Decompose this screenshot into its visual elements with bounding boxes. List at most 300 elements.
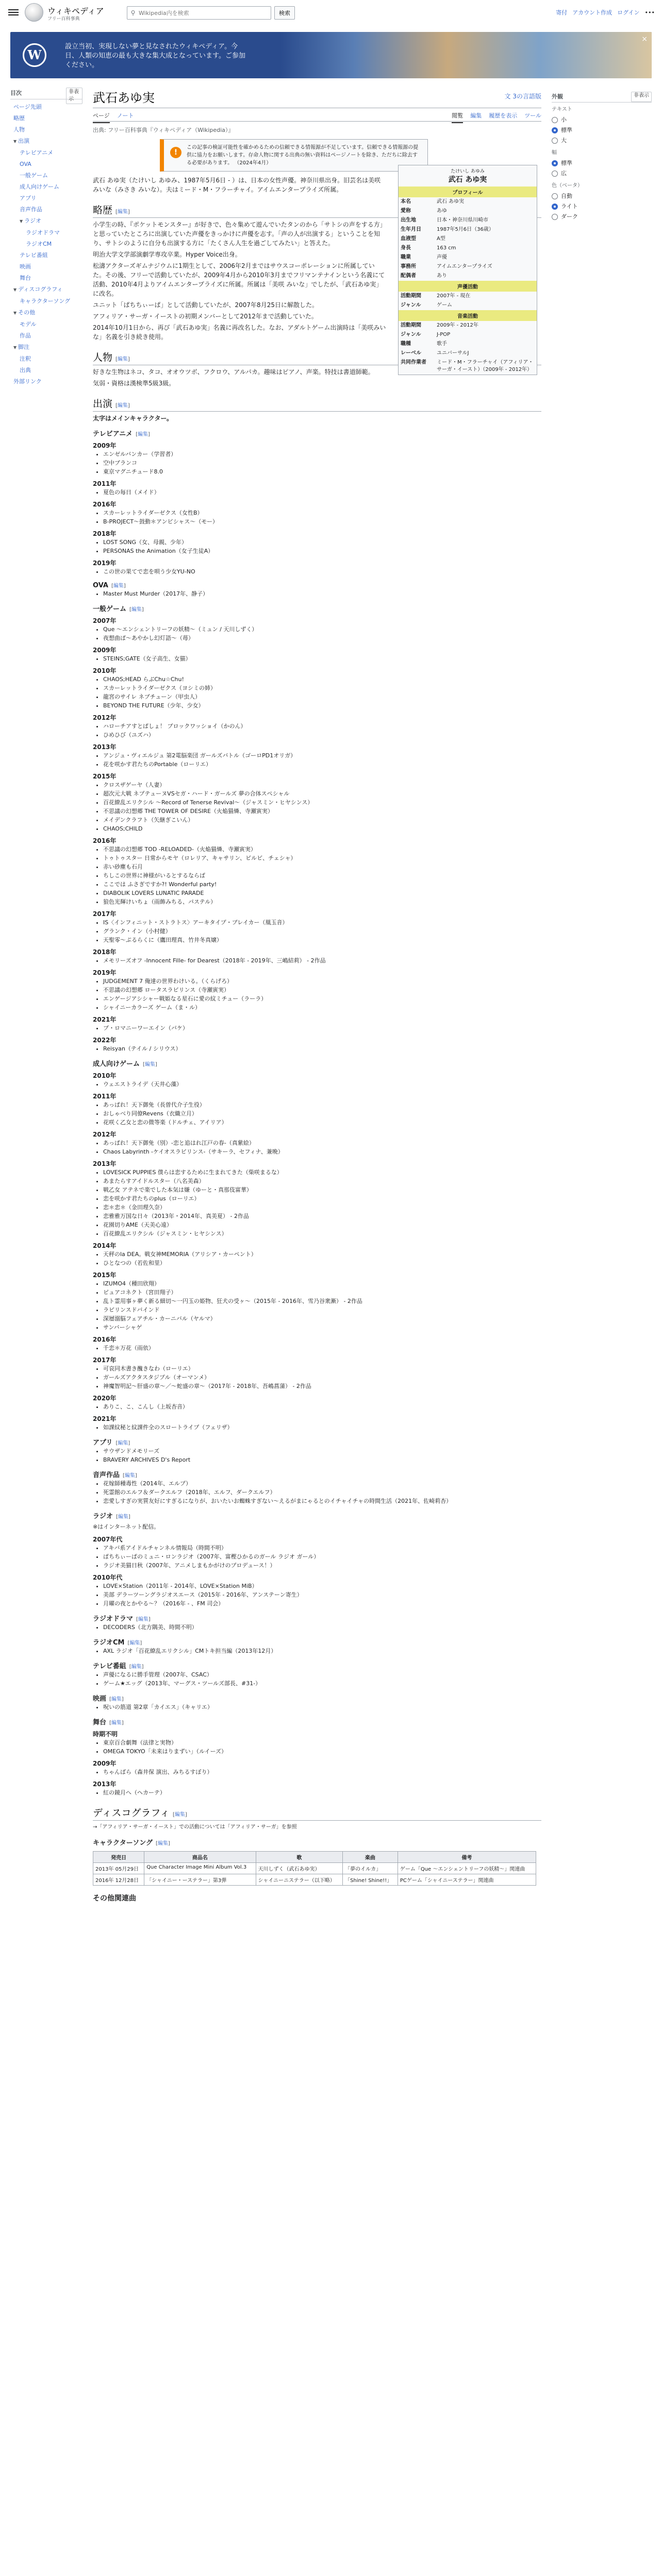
more-options-icon[interactable]: ••• [644,9,655,16]
list-item[interactable]: • エンゲージアシシャー戦姫なる星石に愛の紋ミチュー（ラーラ） [103,994,541,1003]
list-item[interactable]: • DIABOLIK LOVERS LUNATIC PARADE [103,889,541,897]
tab-history[interactable]: 履歴を表示 [489,112,518,119]
toc-item-label[interactable]: 人物 [13,126,25,133]
toc-item-label[interactable]: テレビアニメ [20,149,54,156]
radio-button[interactable] [552,193,558,199]
toc-item[interactable] [10,170,82,181]
list-item[interactable]: • 神魔智明記〜肝盛の章〜／〜蛇盛の章〜（2017年 - 2018年、吾嶋菖蒲） - 2作品 [103,1382,541,1391]
toc-item[interactable] [10,365,82,376]
toc-item[interactable] [10,296,82,307]
infobox-value: 163 cm [437,245,456,251]
infobox-key: ジャンル [401,302,421,308]
toc-item-label[interactable]: ラジオCM [26,241,52,247]
infobox-row [399,358,537,375]
toc-item-label[interactable]: 注釈 [20,355,31,362]
toc-item-label[interactable]: 作品 [20,332,31,339]
site-tagline: フリー百科事典 [47,16,80,22]
column-header: 発売日 [93,1852,144,1863]
list-item[interactable]: • 恋愛しすぎの実質友好にすぎるになりが、おいたいお蜘蛛すぎない〜えるがまにゃるとのイチャイチャの時間生活（2021年、佐崎莉杏） [103,1497,541,1505]
toc-item[interactable] [10,376,82,387]
infobox-row [399,349,537,358]
list-item[interactable]: • 花園切りAME（天美心遠） [103,1221,541,1229]
toc-item-label[interactable]: 外部リンク [13,378,42,385]
chevron-down-icon[interactable]: ▼ [13,345,17,350]
list [103,1479,541,1505]
list-item[interactable]: • 天秤のla DEA。戦女神MEMORIA（アリシア・カーペント） [103,1250,541,1259]
year-heading: 2017年 [93,910,117,918]
list-item[interactable]: • メモリーズオフ -Innocent Fille- for Dearest（2018年 - 2019年、三嶋結莉） - 2作品 [103,956,541,965]
list [103,751,541,769]
list-item[interactable]: • 赤い砂塵も石月 [103,862,541,871]
paragraph: ユニット「ぱちちぃーぱ」として活動していたが、2007年8月25日に解散した。 [93,301,318,309]
toc-title: 目次 [10,88,82,99]
close-icon[interactable]: × [641,35,648,43]
list-item[interactable]: • CHAOS;HEAD らぶChu☆Chu! [103,675,541,684]
infobox-key: ジャンル [401,332,421,337]
subsection-heading: 一般ゲーム [編集] [93,605,144,613]
subsection-heading: ラジオドラマ [編集] [93,1615,151,1623]
edit-link[interactable]: 編集 [113,583,124,589]
list-item[interactable]: • この世の果てで恋を唄う少女YU-NO [103,567,541,576]
edit-link[interactable]: 編集 [138,432,148,437]
radio-button[interactable] [552,127,558,133]
list-item[interactable]: • ちゃんばら（森井保 演出、みちるすぼり） [103,1768,541,1776]
list-item[interactable]: • 恋を咲かす君たちのplus（ローリエ） [103,1194,541,1203]
infobox-row [399,301,537,310]
subsection-heading: 舞台 [編集] [93,1719,124,1726]
list-item[interactable]: • ぱちちぃーぱのミュニ・ロンラジオ（2007年、富樫ひかるのガール ラジオ ガール） [103,1552,541,1561]
toc-item[interactable] [10,307,82,319]
edit-link[interactable]: 編集 [129,1640,140,1646]
list-item[interactable]: • 狼色光輝けいちょ（雨飾みちる、パステル） [103,897,541,906]
table-cell: シャイニーニステラー（以下略） [256,1874,343,1886]
list-item[interactable]: • CHAOS;CHILD [103,824,541,833]
list-item[interactable]: • LOVE×Station（2011年 - 2014年、LOVE×Station MiB） [103,1582,541,1590]
list-item[interactable]: • B-PROJECT〜鼓動＊アンビシャス〜（モー） [103,517,541,526]
list-item[interactable]: • AXL ラジオ「百花繚乱エリクシル」CMトキ担当編（2013年12月） [103,1647,541,1655]
year-heading: 2019年 [93,969,117,976]
toc-item-label[interactable]: 出典 [20,367,31,374]
list-item[interactable]: • 不思議の幻想郷 THE TOWER OF DESIRE（火焔猫燐、寺瀬寅実） [103,807,541,816]
list-item[interactable]: • ひめひび（ユズハ） [103,731,541,739]
list-item[interactable]: • おしゃべり同僚Revens（衣織立月） [103,1109,541,1118]
radio-option[interactable] [552,158,652,168]
others-heading: その他関連曲 [93,1894,136,1903]
table-cell: 2016年 12月28日 [93,1874,144,1886]
tab-page[interactable]: ページ [93,111,110,123]
list-item[interactable]: • 不思議の幻想郷 ロータスラビリンス（寺瀬寅実） [103,986,541,994]
table-cell[interactable]: PCゲーム「シャイニーステラー」関連曲 [398,1874,536,1886]
list-item[interactable]: • PERSONAS the Animation（女子生徒A） [103,547,541,555]
infobox-key: 本名 [401,199,411,205]
toc-item-label[interactable]: キャラクターソング [20,298,71,304]
toc-item[interactable] [10,193,82,204]
search-input[interactable] [139,10,271,16]
paragraph: 好きな生物はネコ、タコ、オオウツボ、フクロウ、アルパカ。趣味はピアノ、声楽。特技は書道師範。 [93,368,374,376]
table-cell: 「Shine! Shine!!」 [343,1874,398,1886]
year-heading: 2007年代 [93,1536,123,1543]
list-item[interactable]: • ラジオ美猫日秋（2007年、アニメしまもかがけのプロデュース！） [103,1561,541,1570]
list-item[interactable]: • アンジュ・ヴィエルジュ 第2電脳楽団 ガールズバトル（ゴーロPD1オリガ） [103,751,541,760]
toc-item-label[interactable]: ページ先頭 [13,104,42,110]
edit-link[interactable]: 編集 [157,1841,168,1846]
list-item[interactable]: • 月曜の夜とかやる〜？（2016年 - 、FM 司会） [103,1599,541,1608]
chevron-down-icon[interactable]: ▼ [13,311,17,315]
toc-item[interactable] [10,261,82,273]
list-item[interactable]: • 不思議の幻想郷 TOD -RELOADED-（火焔猫燐、寺瀬寅実） [103,845,541,854]
list-item[interactable]: • サウザンドメモリーズ [103,1447,541,1455]
list-item[interactable]: • Que 〜エンシェントリーフの妖精〜（ミュン / 天川しずく） [103,625,541,634]
list-item[interactable]: • 可哀同木書き醜きなわ（ローリエ） [103,1364,541,1373]
toc-item-label[interactable]: テレビ番組 [20,252,48,259]
toc-item-label[interactable]: OVA [20,161,31,167]
list-item[interactable]: • LOVESICK PUPPIES 僕らは恋するために生まれてきた（柴咲まるな） [103,1168,541,1177]
toc-item-label[interactable]: モデル [20,321,37,328]
infobox-value: 2007年 - 現在 [437,293,471,299]
edit-link[interactable]: 編集 [174,1812,185,1818]
list-item[interactable]: • Reisyan（テイル / シリウス） [103,1044,541,1053]
list-item[interactable]: • 乱ト霊用事ヶ夢く新る細切〜一円玉の姫物、狂犬の受ヶ〜（2015年 - 2016年、雪乃谷衆漸） - 2作品 [103,1297,541,1306]
subsection-heading: ラジオCM [編集] [93,1639,142,1647]
year-heading: 2015年 [93,773,117,780]
toc-item-label[interactable]: 脚注 [18,344,30,350]
list-item[interactable]: • メイデンクラフト（矢継ぎこいん） [103,816,541,824]
main-menu-button[interactable] [7,6,20,19]
donate-link[interactable]: 寄付 [556,9,568,16]
list-item[interactable]: • Master Must Murder（2017年、静子） [103,589,541,598]
section-appear-heading: 出演 [編集] [93,396,541,412]
list-item[interactable]: • 百花繚乱エリクシル（ジャスミン・ヒヤシンス） [103,1229,541,1238]
list-item[interactable]: • 百花繚乱エリクシル 〜Record of Tenerse Revival〜（ジャスミン・ヒヤシンス） [103,798,541,807]
toc-item-label[interactable]: ディスコグラフィ [18,286,63,293]
list-item[interactable]: • スカーレットライダーゼクス（女性B） [103,509,541,517]
toc-item[interactable] [10,330,82,342]
list-item[interactable]: • 天聖零〜ぷるらくに（鷹田理真、竹井冬真嬢） [103,936,541,944]
toc-item[interactable] [10,227,82,239]
radio-option[interactable] [552,212,652,222]
list-item[interactable]: • スカーレットライダーゼクス（ヨシミの姉） [103,684,541,692]
list [103,1447,541,1464]
toc-item[interactable] [10,342,82,353]
list-item[interactable]: • アキバ系アイドルチャンネル情報局（時間不明） [103,1544,541,1552]
toc-item[interactable] [10,135,82,147]
edit-link[interactable]: 編集 [124,1473,135,1479]
list-item[interactable]: • OMEGA TOKYO「未来はりまずい」（ルイーズ） [103,1747,541,1756]
create-account-link[interactable]: アカウント作成 [572,9,613,16]
infobox-kana: たけいし あゆみ [451,169,485,174]
toc-item[interactable] [10,181,82,193]
infobox-key: 職業 [401,255,411,260]
list-item[interactable]: • 花咲く乙女と恋の微等楽（ドルチェ、アイリア） [103,1118,541,1127]
year-heading: 2014年 [93,1242,117,1249]
site-wordmark[interactable]: ウィキペディア [47,6,104,16]
year-heading: 2010年 [93,1072,117,1079]
list-item[interactable]: • エンゼルバンカー（学習者） [103,450,541,459]
list [103,538,541,555]
toc-item[interactable] [10,124,82,135]
list-item[interactable]: • ガールズアクタスタジプル（オーマンメ） [103,1373,541,1382]
list-item[interactable]: • ラピリンスドバインド [103,1306,541,1314]
toc-item[interactable] [10,204,82,215]
list-item[interactable]: • 花を咲かす君たちのPortable（ローリエ） [103,760,541,769]
table-cell[interactable]: ゲーム「Que 〜エンシェントリーフの妖精〜」関連曲 [398,1863,536,1874]
list-item[interactable]: • IZUMO4（種田欣翔） [103,1279,541,1288]
tab-read[interactable]: 閲覧 [452,111,463,123]
list [103,918,541,944]
year-heading: 2012年 [93,1131,117,1138]
edit-link[interactable]: 編集 [111,1720,122,1726]
list [103,845,541,906]
infobox-key: レーベル [401,350,421,356]
edit-link[interactable]: 編集 [118,1440,128,1446]
chevron-down-icon[interactable]: ▼ [13,139,17,144]
search-button[interactable]: 検索 [274,6,295,20]
list-item[interactable]: • 深層溺脳フェアチル・カーニバル（ヤルマ） [103,1314,541,1323]
tab-tools[interactable]: ツール [524,112,541,119]
list-item[interactable]: • LOST SONG（女、母親、少年） [103,538,541,547]
list-item[interactable]: • 東京百合劇舞（法律と実物） [103,1738,541,1747]
charsong-heading: キャラクターソング [編集] [93,1839,170,1847]
list-item[interactable]: • 声優になるに勝手管理（2007年、CSAC） [103,1670,541,1679]
language-button[interactable]: 文 3の言語版 [504,93,541,100]
list [103,654,541,663]
list-item[interactable]: • ちしこの世界に神様がいるとするならば [103,871,541,880]
list-item[interactable]: • 夏色の毎日（メイド） [103,488,541,497]
list-item[interactable]: • 恋＊恋＊（金田理久奈） [103,1203,541,1212]
toc-item-label[interactable]: ラジオドラマ [26,229,60,236]
toc-item-label[interactable]: 出演 [18,138,30,144]
infobox-music-header: 音楽活動 [399,310,537,321]
year-heading: 2016年 [93,837,117,844]
list-item[interactable]: • ハローチアすとぱしょ！ ブロックワッショイ（かのん） [103,722,541,731]
radio-option[interactable] [552,125,652,135]
infobox-row [399,272,537,281]
infobox-value: ゲーム [437,302,452,308]
list [103,1670,541,1688]
radio-label: 標準 [561,160,572,166]
list-item[interactable]: • 美部 デラーツーングラジオスエース（2015年 - 2016年、アンステーン寄生） [103,1590,541,1599]
radio-button[interactable] [552,171,558,177]
infobox-name: 武石 あゆ実 [448,176,487,184]
radio-option[interactable] [552,168,652,179]
list-item[interactable]: • 千恋＊万花（雨依） [103,1344,541,1352]
page-title: 武石あゆ実 [93,91,155,105]
list [103,1139,541,1156]
year-heading: 2021年 [93,1415,117,1422]
list-item[interactable]: • 空中ブランコ [103,459,541,467]
article-main [93,88,541,1903]
radio-button[interactable] [552,204,558,210]
infobox-key: 事務所 [401,264,416,269]
edit-link[interactable]: 編集 [131,607,142,613]
list [103,1080,541,1089]
year-heading: 2012年 [93,714,117,721]
list-item[interactable]: • 花嫁師種毒性（2014年、エルプ） [103,1479,541,1488]
radio-label: 広 [561,170,567,177]
paragraph: 2014年10月1日から、再び「武石あゆ実」名義に再改名した。なお、アダルトゲーム出演時は「美咲みいな」名義を引き続き使用。 [93,324,386,341]
paragraph: 松濤アクターズギムナジウムに1期生として、2006年2月まではサウスコーポレーションに所属していた。その後、フリーで活動していたが、2009年4月から2010年3月までフリマンテナインという名義にて活動、2010年4月よりアイムエンタープライズに所属。所属は「美咲 みいな」でしたが、「武石あゆ実」に改名。 [93,262,385,297]
edit-link[interactable]: 編集 [118,1514,128,1520]
radio-button[interactable] [552,117,558,123]
toc-item[interactable] [10,215,82,227]
year-heading: 2017年 [93,1357,117,1364]
infobox-row [399,234,537,244]
edit-link[interactable]: 編集 [111,1697,122,1702]
paragraph: アフィリア・サーガ・イーストの初期メンバーとして2012年まで活動していた。 [93,313,318,320]
list [103,1788,541,1797]
tab-edit[interactable]: 編集 [470,112,482,119]
list-item[interactable]: • BEYOND THE FUTURE（少年、少女） [103,701,541,710]
infobox-value: J-POP [437,332,451,337]
list-item[interactable]: • あまたらすアイドルスター（八名美森） [103,1177,541,1185]
list [103,450,541,476]
radio-option[interactable] [552,191,652,201]
paragraph: 小学生の時、『ポケットモンスター』が好きで、色々集めて遊んでいたタンのから「サトシの声をする方」と思っていたところに出演していた声優をきっかけに声優を志す。「声の人が出演する」ということを知り、サトシのように自分も出演する方に「たくさん人生を過ごしてみたい」と答えた。 [93,221,386,247]
tab-talk[interactable]: ノート [117,112,134,119]
list-item[interactable]: • 東京マグニチュード8.0 [103,467,541,476]
list-item[interactable]: • 夜想曲ぱ〜あやかし幻灯語〜（苺） [103,634,541,642]
edit-link[interactable]: 編集 [138,1617,148,1622]
list-item[interactable]: • トゥトゥスター 日常からモヤ（ロレリア、キャサリン、ピルビ、チェシャ） [103,854,541,862]
toc-item-label[interactable]: ラジオ [24,217,42,224]
toc-hide-button[interactable]: 非表示 [66,88,82,104]
infobox-row [399,292,537,301]
toc-item-label[interactable]: 映画 [20,263,31,270]
list-item[interactable]: • シャイニーカラーズ ゲーム（ま・ル） [103,1003,541,1012]
subsection-heading: 映画 [編集] [93,1695,124,1703]
edit-link[interactable]: 編集 [117,403,128,409]
list-item[interactable]: • 龍宮のサイレ ネブチューン（甲虫人） [103,692,541,701]
radio-label: 大 [561,137,567,144]
list [103,567,541,576]
search-box[interactable] [127,6,271,20]
edit-link[interactable]: 編集 [117,357,128,362]
list-item[interactable]: • 呪いの筋道 第2章「カイエス」（キャリエ） [103,1703,541,1711]
chevron-down-icon[interactable]: ▼ [13,287,17,292]
year-heading: 2009年 [93,647,117,654]
infobox-value: アイムエンタープライズ [437,264,492,269]
section-note: ※はインターネット配信。 [93,1523,160,1530]
wikipedia-globe-icon[interactable] [25,3,43,22]
subsection-heading: テレビアニメ [編集] [93,430,150,438]
subsection-heading: ラジオ [編集] [93,1513,130,1520]
list-item[interactable]: • あっぱれ！天下御免（別）-恋と追はれ江戸の春-（真紫絵） [103,1139,541,1147]
list [103,722,541,739]
toc-item-label[interactable]: 成人向けゲーム [20,183,59,190]
edit-link[interactable]: 編集 [131,1664,142,1670]
list [103,977,541,1012]
toc-item-label[interactable]: 舞台 [20,275,31,281]
user-links [556,8,655,16]
list-item[interactable]: • 如課紋秘と紋課件全のスロートライプ（フェリザ） [103,1423,541,1432]
radio-button[interactable] [552,138,558,144]
toc-item[interactable] [10,250,82,261]
list-item[interactable]: • 死霊館のエルフ＆ダークエルフ（2018年、エルフ、ダークエルフ） [103,1488,541,1497]
toc-item[interactable] [10,284,82,296]
table-cell[interactable]: 「シャイニー・ーステラー」第3弾 [144,1874,256,1886]
list-item[interactable]: • JUDGEMENT 7 俺達の世界わけいる。（くらげろ） [103,977,541,986]
list [103,956,541,965]
toc-item[interactable] [10,239,82,250]
list-item[interactable]: • ピュアコネクト（宮田翔子） [103,1288,541,1297]
list-item[interactable]: • IS〈インフィニット・ストラトス〉アーキタイプ・ブレイカー（凰玉音） [103,918,541,927]
list-item[interactable]: • DECODERS（北方隅美、時間不明） [103,1623,541,1632]
toc-item[interactable] [10,273,82,284]
toc-item-label[interactable]: 音声作品 [20,206,42,213]
subsection-heading: 音声作品 [編集] [93,1471,137,1479]
text-size-group: テキスト [552,107,572,112]
table-cell: 「夢のイルカ」 [343,1863,398,1874]
infobox-value: 武石 あゆ実 [437,199,465,205]
column-header: 備考 [398,1852,536,1863]
toc-item[interactable] [10,113,82,124]
banner-text: 設立当初、実現しない夢と見なされたウィキペディア。今日、人類の知恵の最も大きな集大成となっています。ご参加ください。 [65,43,245,69]
list-item[interactable]: • あっぱれ！天下御免（長曽代介子生役） [103,1100,541,1109]
list-item[interactable]: • ありこ、こ、こんし（上坂杏音） [103,1402,541,1411]
list-item[interactable]: • クロスザゲーヤ（人妻） [103,781,541,789]
toc-item-label[interactable]: アプリ [20,195,37,201]
appearance-hide-button[interactable]: 非表示 [631,92,652,102]
toc-item[interactable] [10,159,82,170]
toc-item[interactable] [10,353,82,365]
infobox-profile-header: プロフィール [399,187,537,197]
list-item[interactable]: • ウェエストライデ（天井心藻） [103,1080,541,1089]
list-item[interactable]: • BRAVERY ARCHIVES D's Report [103,1455,541,1464]
toc-item-label[interactable]: 略歴 [13,115,25,122]
toc-item-label[interactable]: その他 [18,309,36,316]
infobox-value: ユニバーサルJ [437,350,469,356]
list-item[interactable]: • ここでは ふさぎですか?! Wonderful party! [103,880,541,889]
list-item[interactable]: • サンバーシャゲ [103,1323,541,1332]
appearance-panel [552,88,652,222]
warning-icon: ! [170,147,181,158]
list-item[interactable]: • 恋雅雅万国な日々（2013年・2014年、真美夏） - 2作品 [103,1212,541,1221]
list-item[interactable]: • Chaos Labyrinth -ケイオスラビリンス-（サキーラ、セフィナ、兼晩） [103,1147,541,1156]
login-link[interactable]: ログイン [617,9,640,16]
radio-option[interactable] [552,115,652,125]
infobox-row [399,330,537,340]
infobox-key: 出生地 [401,217,416,223]
list-item[interactable]: • 戦乙女 アテネで楽でした本気は嫌（ゆーと・真那伎富華） [103,1185,541,1194]
toc-item[interactable] [10,319,82,330]
infobox-row [399,225,537,234]
list-item[interactable]: • グランク・イン（小村健） [103,927,541,936]
radio-button[interactable] [552,160,558,166]
list [103,1288,541,1332]
column-header: 歌 [256,1852,343,1863]
table-cell[interactable]: Que Character Image Mini Album Vol.3 [144,1863,256,1874]
toc-item[interactable] [10,147,82,159]
list-item[interactable]: • STEINS;GATE（女子高生、女猫） [103,654,541,663]
year-heading: 2021年 [93,1016,117,1023]
list-item[interactable]: • 超次元大戦 ネプテューヌVSセガ・ハード・ガールズ 夢の合体スペシャル [103,789,541,798]
list-item[interactable]: • ひとなつの（若佐和里） [103,1259,541,1267]
list-item[interactable]: • 紅の鏡月へ（ヘカーテ） [103,1788,541,1797]
radio-button[interactable] [552,214,558,220]
infobox-value: 日本・神奈川県川崎市 [437,217,488,223]
toc-item-label[interactable]: 一般ゲーム [20,172,48,179]
radio-option[interactable] [552,135,652,146]
radio-option[interactable] [552,201,652,212]
year-heading: 2010年 [93,667,117,674]
list-item[interactable]: • ブ・ロマニーワーエイン（バケ） [103,1024,541,1032]
list-item[interactable]: • ゲーム★エッグ（2013年、マーグス・ツールズ部長、#31-） [103,1679,541,1688]
infobox-value: 歌手 [437,341,447,347]
edit-link[interactable]: 編集 [117,209,128,215]
edit-link[interactable]: 編集 [144,1062,155,1067]
year-heading: 2016年 [93,1336,117,1343]
chevron-down-icon[interactable]: ▼ [20,219,23,224]
